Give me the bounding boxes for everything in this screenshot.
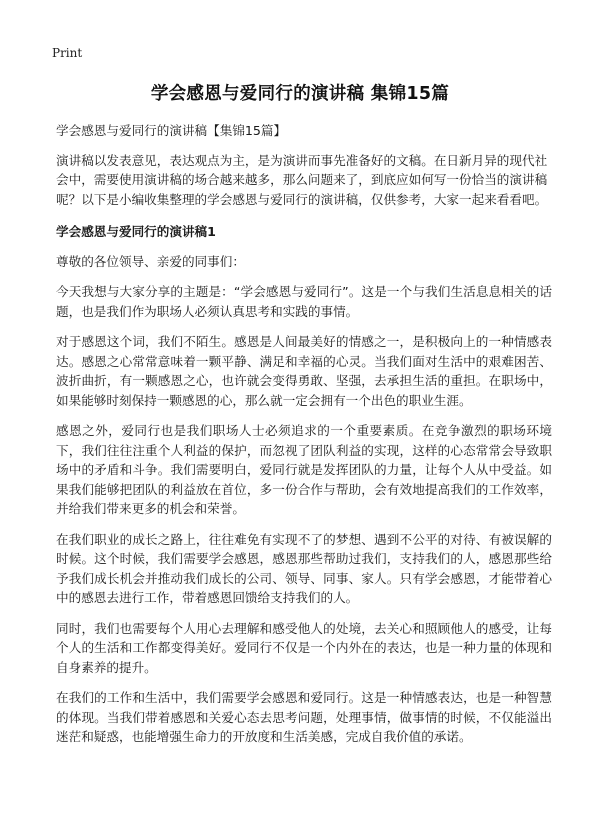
body-paragraph: 感恩之外，爱同行也是我们职场人士必须追求的一个重要素质。在竞争激烈的职场环境下，我们往往注重个人利益的保护，而忽视了团队利益的实现，这样的心态常常会导致职场中的矛盾和斗争。我们需要明白，爱同行就是发挥团队的力量，让每个人从中受益。如果我们能够把团队的利益放在首位，多一份合作与帮助，会有效地提高我们的工作效率，并给我们带来更多的机会和荣誉。 (56, 423, 552, 516)
document-subtitle: 学会感恩与爱同行的演讲稿【集锦15篇】 (56, 123, 287, 138)
document-title: 学会感恩与爱同行的演讲稿 集锦15篇 (150, 84, 450, 104)
greeting: 尊敬的各位领导、亲爱的同事们： (56, 253, 245, 269)
body-paragraph: 今天我想与大家分享的主题是：“学会感恩与爱同行”。这是一个与我们生活息息相关的话题，也是我们作为职场人必须认真思考和实践的事情。 (56, 284, 552, 319)
body-paragraph: 在我们职业的成长之路上，往往难免有实现不了的梦想、遇到不公平的对待、有被误解的时候。这个时候，我们需要学会感恩，感恩那些帮助过我们，支持我们的人，感恩那些给予我们成长机会并推动我们成长的公司、领导、同事、家人。只有学会感恩，才能带着心中的感恩去进行工作，带着感恩回馈给支持我们的人。 (56, 531, 552, 605)
section-heading: 学会感恩与爱同行的演讲稿1 (56, 224, 216, 239)
body-paragraph: 对于感恩这个词，我们不陌生。感恩是人间最美好的情感之一，是积极向上的一种情感表达。感恩之心常常意味着一颗平静、满足和幸福的心灵。当我们面对生活中的艰难困苦、波折曲折，有一颗感恩之心，也许就会变得勇敢、坚强，去承担生活的重担。在职场中，如果能够时刻保持一颗感恩的心，那么就一定会拥有一个出色的职业生涯。 (56, 334, 552, 408)
body-paragraph: 同时，我们也需要每个人用心去理解和感受他人的处境，去关心和照顾他人的感受，让每个人的生活和工作都变得美好。爱同行不仅是一个内外在的表达，也是一种力量的体现和自身素养的提升。 (56, 620, 552, 675)
print-link[interactable]: Print (52, 46, 83, 60)
document-body (56, 121, 552, 758)
intro-paragraph: 演讲稿以发表意见，表达观点为主，是为演讲而事先准备好的文稿。在日新月异的现代社会中，需要使用演讲稿的场合越来越多，那么问题来了，到底应如何写一份恰当的演讲稿呢？以下是小编收集整理的学会感恩与爱同行的演讲稿，仅供参考，大家一起来看看吧。 (56, 152, 548, 207)
body-paragraph: 在我们的工作和生活中，我们需要学会感恩和爱同行。这是一种情感表达，也是一种智慧的体现。当我们带着感恩和关爱心态去思考问题，处理事情，做事情的时候，不仅能溢出迷茫和疑惑，也能增强生命力的开放度和生活美感，完成自我价值的承诺。 (56, 690, 552, 744)
